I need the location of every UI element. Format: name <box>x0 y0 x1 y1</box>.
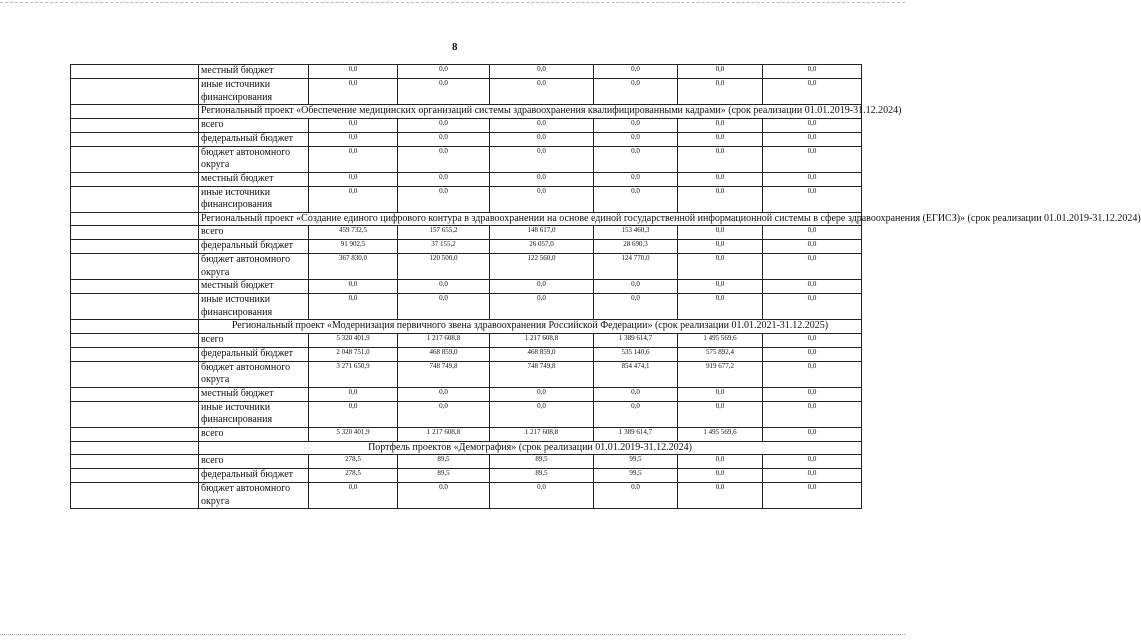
row-label: федеральный бюджет <box>199 347 309 361</box>
row-label: всего <box>199 118 309 132</box>
value-cell: 0,0 <box>398 118 490 132</box>
indent-cell <box>71 333 199 347</box>
value-cell: 124 770,0 <box>594 254 678 280</box>
value-cell: 0,0 <box>763 240 862 254</box>
table-row <box>71 280 862 294</box>
table-row <box>71 226 862 240</box>
value-cell: 0,0 <box>398 280 490 294</box>
value-cell: 0,0 <box>678 240 763 254</box>
value-cell: 0,0 <box>594 483 678 509</box>
indent-cell <box>71 294 199 320</box>
value-cell: 0,0 <box>490 387 594 401</box>
indent-cell <box>71 427 199 441</box>
value-cell: 535 140,6 <box>594 347 678 361</box>
indent-cell <box>71 65 199 79</box>
value-cell: 0,0 <box>490 172 594 186</box>
table-row <box>71 401 862 427</box>
value-cell: 1 495 569,6 <box>678 333 763 347</box>
value-cell: 748 749,8 <box>490 361 594 387</box>
value-cell: 0,0 <box>398 387 490 401</box>
indent-cell <box>71 254 199 280</box>
table-row <box>71 146 862 172</box>
indent-cell <box>71 387 199 401</box>
value-cell: 0,0 <box>678 146 763 172</box>
value-cell: 0,0 <box>678 226 763 240</box>
section-header-row <box>71 212 862 226</box>
table-row <box>71 294 862 320</box>
value-cell: 0,0 <box>763 427 862 441</box>
value-cell: 0,0 <box>678 118 763 132</box>
table-row <box>71 427 862 441</box>
value-cell: 157 655,2 <box>398 226 490 240</box>
table-row <box>71 254 862 280</box>
value-cell: 0,0 <box>594 146 678 172</box>
table-row <box>71 79 862 105</box>
table-row <box>71 469 862 483</box>
value-cell: 28 690,3 <box>594 240 678 254</box>
value-cell: 3 271 650,9 <box>309 361 398 387</box>
row-label: иные источники финансирования <box>199 79 309 105</box>
value-cell: 0,0 <box>763 79 862 105</box>
value-cell: 0,0 <box>490 280 594 294</box>
table-row <box>71 483 862 509</box>
value-cell: 0,0 <box>594 65 678 79</box>
value-cell: 0,0 <box>763 118 862 132</box>
value-cell: 459 732,5 <box>309 226 398 240</box>
value-cell: 99,5 <box>594 469 678 483</box>
row-label: местный бюджет <box>199 172 309 186</box>
value-cell: 0,0 <box>763 361 862 387</box>
value-cell: 0,0 <box>398 146 490 172</box>
value-cell: 0,0 <box>678 79 763 105</box>
value-cell: 0,0 <box>309 79 398 105</box>
value-cell: 0,0 <box>490 132 594 146</box>
indent-cell <box>71 79 199 105</box>
table-row <box>71 172 862 186</box>
value-cell: 0,0 <box>309 280 398 294</box>
value-cell: 854 474,1 <box>594 361 678 387</box>
row-label: иные источники финансирования <box>199 401 309 427</box>
value-cell: 0,0 <box>678 280 763 294</box>
value-cell: 120 500,0 <box>398 254 490 280</box>
value-cell: 0,0 <box>309 186 398 212</box>
value-cell: 0,0 <box>763 146 862 172</box>
value-cell: 1 495 569,6 <box>678 427 763 441</box>
value-cell: 0,0 <box>398 483 490 509</box>
value-cell: 2 048 751,0 <box>309 347 398 361</box>
value-cell: 0,0 <box>398 186 490 212</box>
value-cell: 0,0 <box>678 132 763 146</box>
value-cell: 468 859,0 <box>398 347 490 361</box>
section-header-row <box>71 320 862 334</box>
value-cell: 0,0 <box>309 132 398 146</box>
indent-cell <box>71 146 199 172</box>
row-label: иные источники финансирования <box>199 186 309 212</box>
row-label: бюджет автономного округа <box>199 483 309 509</box>
indent-cell <box>71 172 199 186</box>
value-cell: 0,0 <box>490 294 594 320</box>
value-cell: 0,0 <box>309 294 398 320</box>
value-cell: 153 460,3 <box>594 226 678 240</box>
section-header-row <box>71 105 862 119</box>
value-cell: 919 677,2 <box>678 361 763 387</box>
table-row <box>71 387 862 401</box>
indent-cell <box>71 320 199 334</box>
section-title: Региональный проект «Создание единого цифрового контура в здравоохранении на основе единой государственной информационной системы в сфере здравоохранения (ЕГИСЗ)» (срок реализации 01.01.2019-31.12.2024) <box>199 212 862 226</box>
value-cell: 0,0 <box>490 401 594 427</box>
indent-cell <box>71 105 199 119</box>
value-cell: 89,5 <box>398 469 490 483</box>
table-row <box>71 347 862 361</box>
value-cell: 0,0 <box>763 401 862 427</box>
value-cell: 0,0 <box>763 387 862 401</box>
scan-edge-bottom <box>0 634 905 635</box>
value-cell: 0,0 <box>398 65 490 79</box>
value-cell: 0,0 <box>763 186 862 212</box>
value-cell: 0,0 <box>309 65 398 79</box>
section-title: Региональный проект «Модернизация первичного звена здравоохранения Российской Федерации» (срок реализации 01.01.2021-31.12.2025) <box>199 320 862 334</box>
indent-cell <box>71 280 199 294</box>
indent-cell <box>71 347 199 361</box>
value-cell: 0,0 <box>594 401 678 427</box>
section-title: Портфель проектов «Демография» (срок реализации 01.01.2019-31.12.2024) <box>199 441 862 455</box>
value-cell: 0,0 <box>763 483 862 509</box>
value-cell: 0,0 <box>678 401 763 427</box>
value-cell: 0,0 <box>309 118 398 132</box>
value-cell: 0,0 <box>594 186 678 212</box>
value-cell: 0,0 <box>398 401 490 427</box>
table-row <box>71 333 862 347</box>
value-cell: 0,0 <box>490 65 594 79</box>
value-cell: 0,0 <box>490 186 594 212</box>
row-label: всего <box>199 427 309 441</box>
value-cell: 0,0 <box>678 172 763 186</box>
value-cell: 0,0 <box>763 333 862 347</box>
section-title: Региональный проект «Обеспечение медицинских организаций системы здравоохранения квалифицированными кадрами» (срок реализации 01.01.2019-31.12.2024) <box>199 105 862 119</box>
indent-cell <box>71 483 199 509</box>
row-label: всего <box>199 333 309 347</box>
value-cell: 0,0 <box>678 254 763 280</box>
value-cell: 0,0 <box>763 132 862 146</box>
value-cell: 0,0 <box>594 118 678 132</box>
row-label: местный бюджет <box>199 65 309 79</box>
value-cell: 0,0 <box>309 387 398 401</box>
table-row <box>71 361 862 387</box>
budget-table <box>70 64 1141 509</box>
row-label: всего <box>199 226 309 240</box>
indent-cell <box>71 132 199 146</box>
value-cell: 0,0 <box>763 65 862 79</box>
indent-cell <box>71 212 199 226</box>
value-cell: 367 830,0 <box>309 254 398 280</box>
value-cell: 89,5 <box>398 455 490 469</box>
value-cell: 1 217 608,8 <box>398 333 490 347</box>
row-label: бюджет автономного округа <box>199 361 309 387</box>
indent-cell <box>71 240 199 254</box>
value-cell: 1 217 608,8 <box>490 427 594 441</box>
value-cell: 37 155,2 <box>398 240 490 254</box>
value-cell: 0,0 <box>490 118 594 132</box>
section-header-row <box>71 441 862 455</box>
value-cell: 0,0 <box>594 387 678 401</box>
value-cell: 0,0 <box>309 401 398 427</box>
value-cell: 278,5 <box>309 455 398 469</box>
value-cell: 0,0 <box>398 79 490 105</box>
indent-cell <box>71 186 199 212</box>
value-cell: 1 389 614,7 <box>594 427 678 441</box>
value-cell: 0,0 <box>594 79 678 105</box>
page-number: 8 <box>452 41 458 53</box>
table-row <box>71 240 862 254</box>
value-cell: 0,0 <box>398 132 490 146</box>
value-cell: 0,0 <box>594 294 678 320</box>
value-cell: 0,0 <box>678 469 763 483</box>
row-label: местный бюджет <box>199 280 309 294</box>
table-row <box>71 132 862 146</box>
row-label: местный бюджет <box>199 387 309 401</box>
indent-cell <box>71 401 199 427</box>
value-cell: 0,0 <box>763 172 862 186</box>
value-cell: 0,0 <box>398 172 490 186</box>
value-cell: 89,5 <box>490 469 594 483</box>
value-cell: 148 617,0 <box>490 226 594 240</box>
value-cell: 0,0 <box>678 387 763 401</box>
value-cell: 0,0 <box>763 226 862 240</box>
value-cell: 0,0 <box>763 254 862 280</box>
value-cell: 0,0 <box>309 172 398 186</box>
row-label: всего <box>199 455 309 469</box>
value-cell: 0,0 <box>678 483 763 509</box>
indent-cell <box>71 226 199 240</box>
row-label: федеральный бюджет <box>199 132 309 146</box>
value-cell: 0,0 <box>678 65 763 79</box>
value-cell: 278,5 <box>309 469 398 483</box>
value-cell: 0,0 <box>594 280 678 294</box>
value-cell: 122 560,0 <box>490 254 594 280</box>
value-cell: 0,0 <box>763 469 862 483</box>
value-cell: 1 217 608,8 <box>398 427 490 441</box>
table-row <box>71 455 862 469</box>
value-cell: 0,0 <box>594 132 678 146</box>
row-label: иные источники финансирования <box>199 294 309 320</box>
value-cell: 0,0 <box>678 455 763 469</box>
value-cell: 5 320 401,9 <box>309 333 398 347</box>
value-cell: 0,0 <box>490 146 594 172</box>
indent-cell <box>71 441 199 455</box>
table-row <box>71 65 862 79</box>
table-row <box>71 118 862 132</box>
value-cell: 0,0 <box>763 294 862 320</box>
value-cell: 0,0 <box>309 146 398 172</box>
value-cell: 0,0 <box>398 294 490 320</box>
value-cell: 0,0 <box>309 483 398 509</box>
value-cell: 0,0 <box>763 347 862 361</box>
value-cell: 0,0 <box>594 172 678 186</box>
value-cell: 5 320 401,9 <box>309 427 398 441</box>
indent-cell <box>71 469 199 483</box>
value-cell: 26 057,0 <box>490 240 594 254</box>
value-cell: 91 902,5 <box>309 240 398 254</box>
value-cell: 748 749,8 <box>398 361 490 387</box>
value-cell: 1 389 614,7 <box>594 333 678 347</box>
value-cell: 99,5 <box>594 455 678 469</box>
value-cell: 575 892,4 <box>678 347 763 361</box>
value-cell: 468 859,0 <box>490 347 594 361</box>
table-row <box>71 186 862 212</box>
indent-cell <box>71 118 199 132</box>
value-cell: 0,0 <box>678 294 763 320</box>
value-cell: 0,0 <box>763 280 862 294</box>
scan-edge-top <box>0 2 905 3</box>
row-label: федеральный бюджет <box>199 469 309 483</box>
row-label: бюджет автономного округа <box>199 146 309 172</box>
row-label: федеральный бюджет <box>199 240 309 254</box>
value-cell: 0,0 <box>490 79 594 105</box>
value-cell: 0,0 <box>490 483 594 509</box>
value-cell: 0,0 <box>678 186 763 212</box>
value-cell: 1 217 608,8 <box>490 333 594 347</box>
indent-cell <box>71 361 199 387</box>
value-cell: 89,5 <box>490 455 594 469</box>
value-cell: 0,0 <box>763 455 862 469</box>
indent-cell <box>71 455 199 469</box>
row-label: бюджет автономного округа <box>199 254 309 280</box>
